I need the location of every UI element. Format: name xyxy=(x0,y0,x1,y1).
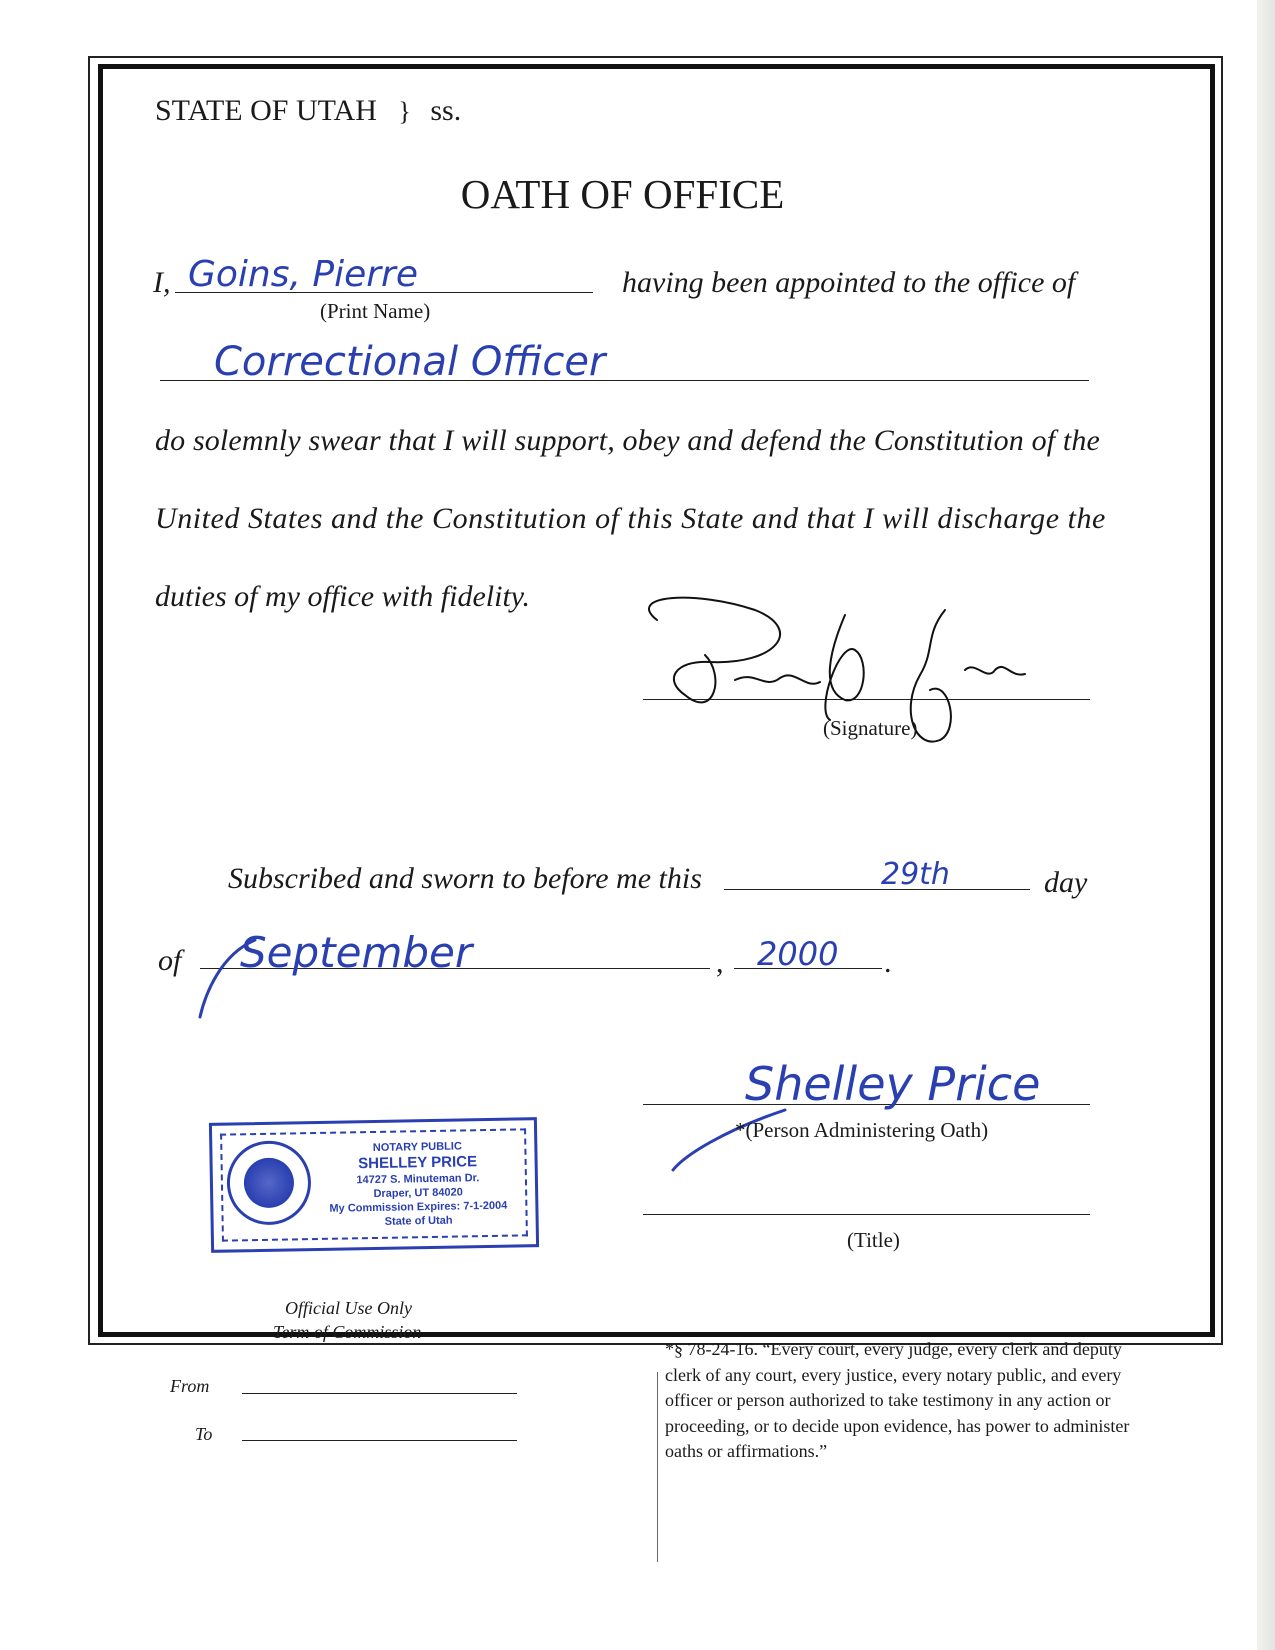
svg-text:Shelley Price: Shelley Price xyxy=(745,1057,1041,1111)
title-caption: (Title) xyxy=(847,1228,900,1252)
statute-footnote: *§ 78-24-16. “Every court, every judge, every clerk and deputy clerk of any court, every justice, every notary public, and every officer or person authorized to take testimony in any action or proceeding, or to decide upon evidence, has power to administer oaths or affirmations.” xyxy=(665,1339,1130,1461)
seal-line-3: 14727 S. Minuteman Dr. xyxy=(356,1172,480,1187)
administrator-caption: *(Person Administering Oath) xyxy=(735,1118,989,1142)
title-line xyxy=(643,1214,1090,1215)
handwritten-office xyxy=(210,330,680,390)
page-edge xyxy=(1257,0,1275,1650)
comma-mark: , xyxy=(716,946,724,979)
oath-line-1: do solemnly swear that I will support, obey and defend the Constitution of the xyxy=(155,424,1100,457)
oath-prefix: I, xyxy=(153,266,171,299)
seal-line-1: NOTARY PUBLIC xyxy=(372,1140,462,1155)
oath-line-2: United States and the Constitution of this State and that I will discharge the xyxy=(155,502,1106,535)
seal-line-2: SHELLEY PRICE xyxy=(358,1153,478,1173)
from-line[interactable] xyxy=(242,1393,517,1394)
handwritten-year xyxy=(755,925,895,975)
svg-text:2000: 2000 xyxy=(757,935,839,973)
period-mark: . xyxy=(884,946,892,979)
seal-text xyxy=(312,1138,524,1230)
svg-text:Correctional Officer: Correctional Officer xyxy=(214,339,606,385)
handwritten-day xyxy=(875,846,995,892)
from-label: From xyxy=(170,1376,210,1396)
state-heading xyxy=(155,94,461,128)
administrator-signature xyxy=(665,1030,1085,1180)
to-line[interactable] xyxy=(242,1440,517,1441)
official-use-heading: Official Use Only xyxy=(285,1298,412,1318)
subscribed-text: Subscribed and sworn to before me this xyxy=(228,862,702,895)
signature-caption: (Signature) xyxy=(823,716,918,740)
print-name-caption: (Print Name) xyxy=(320,299,431,323)
svg-text:29th: 29th xyxy=(881,857,950,892)
to-label: To xyxy=(195,1424,213,1444)
handwritten-month xyxy=(200,915,500,1025)
svg-text:September: September xyxy=(240,928,473,977)
state-name: STATE OF UTAH xyxy=(155,94,377,127)
day-word: day xyxy=(1044,866,1088,899)
footer-divider xyxy=(657,1372,658,1562)
of-word: of xyxy=(158,944,182,977)
oath-line-3: duties of my office with fidelity. xyxy=(155,580,530,613)
seal-line-6: State of Utah xyxy=(384,1214,453,1228)
page-title: OATH OF OFFICE xyxy=(460,171,785,217)
brace-mark: } xyxy=(398,97,411,126)
seal-line-4: Draper, UT 84020 xyxy=(373,1186,463,1201)
ss-mark: ss. xyxy=(430,94,462,127)
notary-seal-stamp xyxy=(209,1117,539,1253)
appointed-text: having been appointed to the office of xyxy=(622,266,1076,299)
svg-text:Goins, Pierre: Goins, Pierre xyxy=(188,254,418,295)
handwritten-name xyxy=(182,244,522,300)
term-heading: Term of Commission xyxy=(273,1322,422,1342)
seal-line-5: My Commission Expires: 7-1-2004 xyxy=(329,1199,508,1215)
